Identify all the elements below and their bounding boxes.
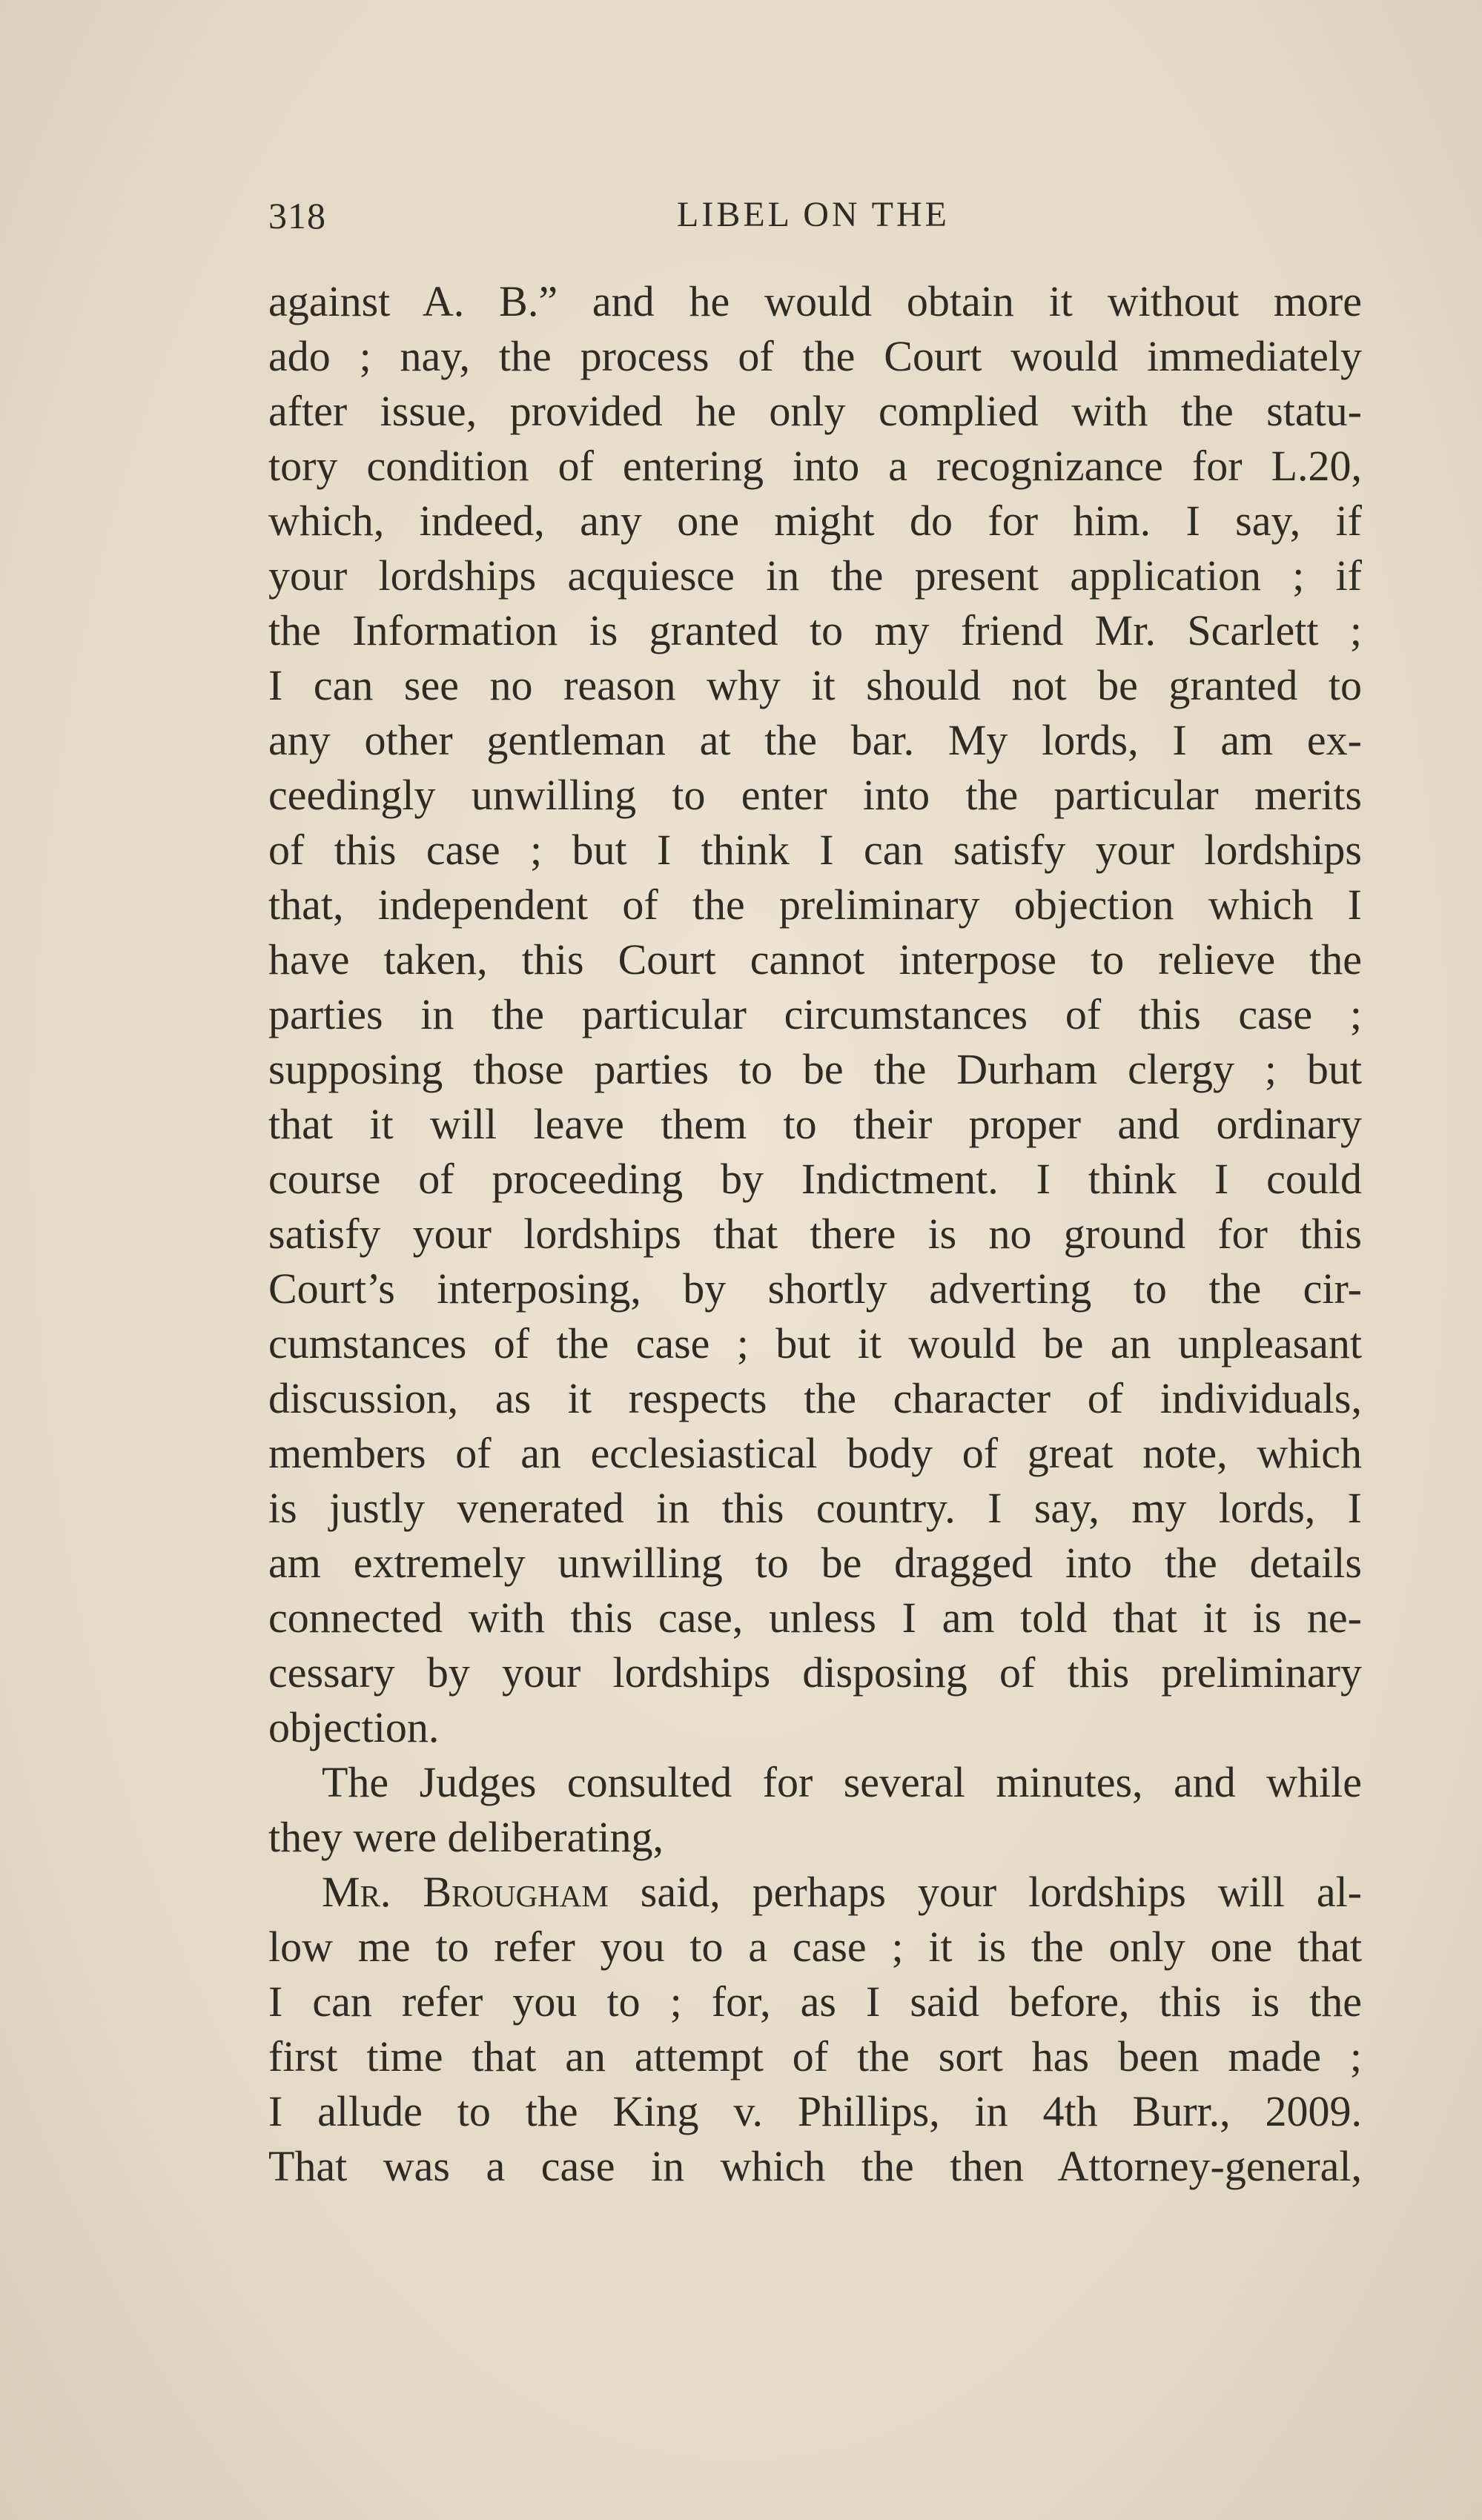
text-line: discussion, as it respects the character of individuals, [268, 1374, 1362, 1422]
text-line [268, 1865, 1362, 1920]
body-text [268, 274, 1362, 2194]
text-line: ceedingly unwilling to enter into the particular merits [268, 771, 1362, 819]
text-line: The Judges consulted for several minutes, and while [322, 1758, 1362, 1806]
text-line: am extremely unwilling to be dragged into the details [268, 1539, 1362, 1587]
text-line: against A. B.” and he would obtain it without more [268, 277, 1362, 325]
text-line: cessary by your lordships disposing of this preliminary [268, 1648, 1362, 1697]
text-line: ado ; nay, the process of the Court would immediately [268, 332, 1362, 380]
text-line: I allude to the King v. Phillips, in 4th Burr., 2009. [268, 2087, 1362, 2135]
text-line: low me to refer you to a case ; it is the only one that [268, 1923, 1362, 1971]
text-line: first time that an attempt of the sort has been made ; [268, 2032, 1362, 2080]
speech-text: said, perhaps your lordships will al- [640, 1868, 1362, 1916]
running-head [268, 194, 1358, 246]
text-line: which, indeed, any one might do for him. I say, if [268, 497, 1362, 545]
text-line: satisfy your lordships that there is no ground for this [268, 1210, 1362, 1258]
text-line: have taken, this Court cannot interpose to relieve the [268, 935, 1362, 984]
text-line: I can refer you to ; for, as I said before, this is the [268, 1977, 1362, 2026]
running-title: LIBEL ON THE [677, 195, 950, 234]
text-line: they were deliberating, [268, 1813, 664, 1861]
text-line: connected with this case, unless I am told that it is ne- [268, 1594, 1362, 1642]
speaker-name: Mr. Brougham [322, 1868, 609, 1916]
text-line: your lordships acquiesce in the present application ; if [268, 551, 1362, 600]
text-line: That was a case in which the then Attorney-general, [268, 2142, 1362, 2190]
text-line: that, independent of the preliminary objection which I [268, 881, 1362, 929]
text-line: after issue, provided he only complied with the statu- [268, 387, 1362, 435]
text-line: tory condition of entering into a recognizance for L.20, [268, 442, 1362, 490]
text-line: I can see no reason why it should not be granted to [268, 661, 1362, 709]
text-line: of this case ; but I think I can satisfy your lordships [268, 826, 1362, 874]
page-number: 318 [268, 195, 326, 236]
text-line: supposing those parties to be the Durham clergy ; but [268, 1045, 1362, 1093]
text-line: objection. [268, 1703, 440, 1751]
text-line: course of proceeding by Indictment. I think I could [268, 1155, 1362, 1203]
text-line: parties in the particular circumstances of this case ; [268, 990, 1362, 1038]
text-line: the Information is granted to my friend Mr. Scarlett ; [268, 606, 1362, 654]
text-line: is justly venerated in this country. I say, my lords, I [268, 1484, 1362, 1532]
text-line: Court’s interposing, by shortly adverting to the cir- [268, 1264, 1362, 1313]
text-line: any other gentleman at the bar. My lords, I am ex- [268, 716, 1362, 764]
text-line: cumstances of the case ; but it would be an unpleasant [268, 1319, 1362, 1367]
text-line: that it will leave them to their proper and ordinary [268, 1100, 1362, 1148]
text-line: members of an ecclesiastical body of great note, which [268, 1429, 1362, 1477]
